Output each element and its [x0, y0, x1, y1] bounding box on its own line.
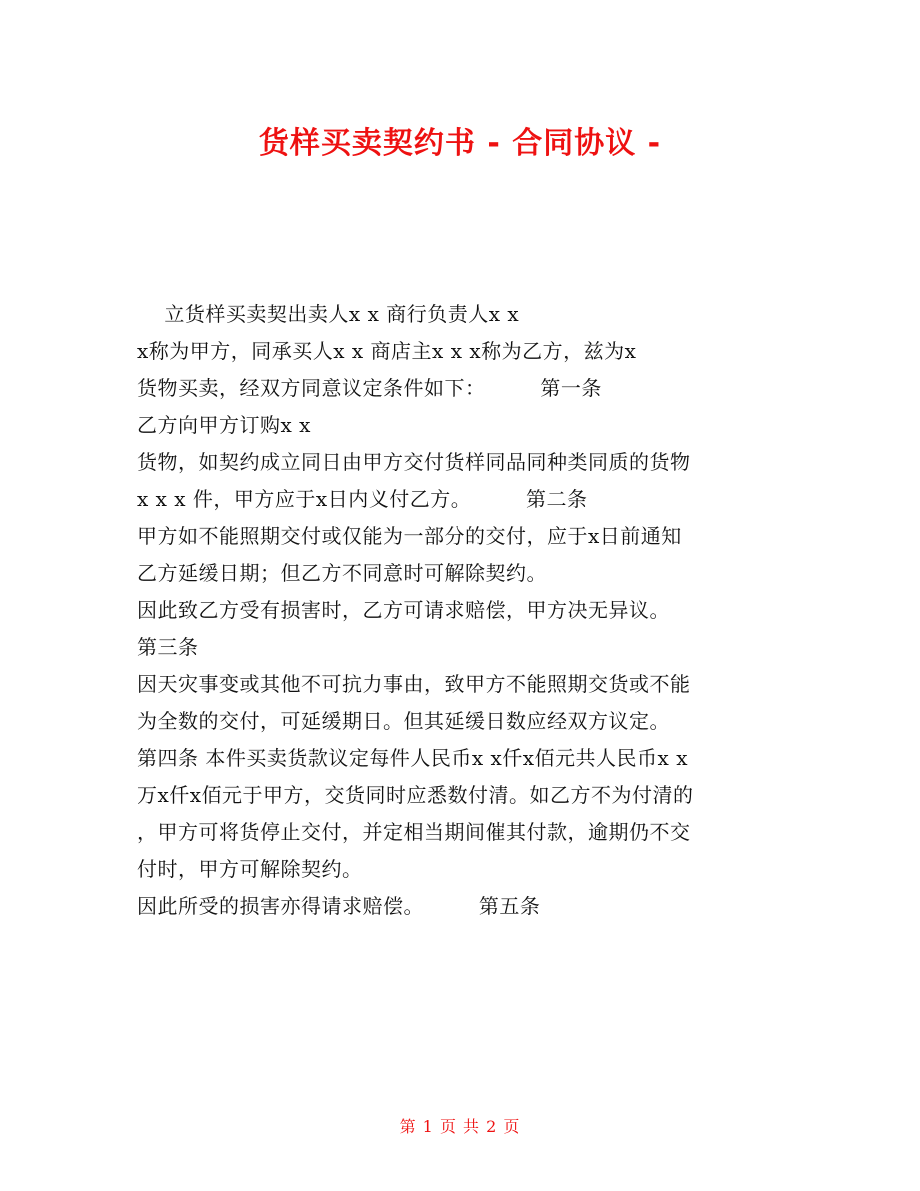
body-line: 立货样买卖契出卖人x x 商行负责人x x	[137, 302, 520, 326]
body-line: 付时，甲方可解除契约。	[137, 857, 363, 881]
body-line: x称为甲方，同承买人x x 商店主x x x称为乙方，兹为x	[137, 339, 637, 363]
body-line: 乙方延缓日期；但乙方不同意时可解除契约。	[137, 561, 547, 585]
body-line: 第三条	[137, 635, 199, 659]
body-line: 乙方向甲方订购x x	[137, 413, 311, 437]
body-line: 因天灾事变或其他不可抗力事由，致甲方不能照期交货或不能	[137, 672, 691, 696]
body-line: 货物，如契约成立同日由甲方交付货样同品同种类同质的货物	[137, 450, 691, 474]
document-title: 货样买卖契约书 - 合同协议 -	[258, 126, 662, 161]
page-footer: 第 1 页 共 2 页	[399, 1117, 521, 1136]
body-line: 甲方如不能照期交付或仅能为一部分的交付，应于x日前通知	[137, 524, 682, 548]
body-line: 万x仟x佰元于甲方，交货同时应悉数付清。如乙方不为付清的	[137, 783, 694, 807]
body-line: 因此致乙方受有损害时，乙方可请求赔偿，甲方决无异议。	[137, 598, 670, 622]
body-line: 货物买卖，经双方同意议定条件如下： 第一条	[137, 376, 602, 400]
body-line: 因此所受的损害亦得请求赔偿。 第五条	[137, 894, 541, 918]
body-line: 第四条 本件买卖货款议定每件人民币x x仟x佰元共人民币x x	[137, 746, 688, 770]
body-line: x x x 件，甲方应于x日内义付乙方。 第二条	[137, 487, 588, 511]
body-line: 为全数的交付，可延缓期日。但其延缓日数应经双方议定。	[137, 709, 670, 733]
document-body	[137, 296, 797, 925]
body-line: ，甲方可将货停止交付，并定相当期间催其付款，逾期仍不交	[137, 820, 691, 844]
